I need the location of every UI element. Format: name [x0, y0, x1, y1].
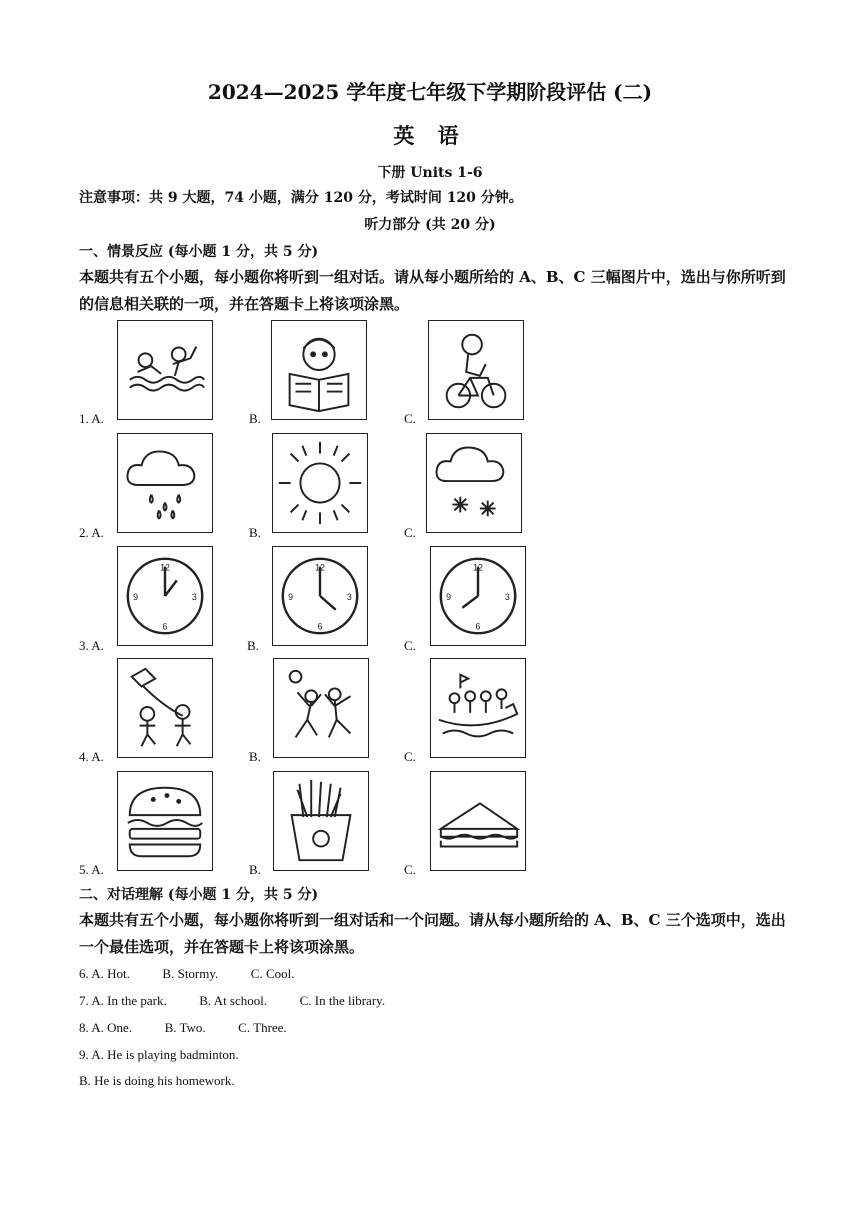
question-8-options: 8. A. One. B. Two. C. Three. [79, 1020, 287, 1035]
listening-heading: 听力部分 (共 20 分) [364, 217, 496, 233]
svg-text:12: 12 [315, 562, 325, 573]
q3-label-c: C. [404, 638, 416, 653]
svg-text:6: 6 [317, 621, 323, 632]
q3-label-a: 3. A. [79, 638, 104, 653]
svg-text:3: 3 [346, 591, 352, 602]
rain-icon [117, 433, 213, 533]
svg-text:9: 9 [446, 591, 452, 602]
q1-label-a: 1. A. [79, 411, 104, 426]
svg-text:9: 9 [288, 591, 294, 602]
svg-text:3: 3 [191, 591, 197, 602]
swimming-icon [117, 320, 213, 420]
q4-label-a: 4. A. [79, 749, 104, 764]
clock-two-icon [117, 546, 213, 646]
q4-label-c: C. [404, 749, 416, 764]
svg-text:12: 12 [160, 562, 170, 573]
svg-text:6: 6 [162, 621, 168, 632]
sun-icon [272, 433, 368, 533]
svg-text:3: 3 [504, 591, 510, 602]
q5-label-c: C. [404, 862, 416, 877]
fries-icon [273, 771, 369, 871]
dragon-boat-icon [430, 658, 526, 758]
reading-icon [271, 320, 367, 420]
q5-label-b: B. [249, 862, 261, 877]
sandwich-icon [430, 771, 526, 871]
section2-instruction: 本题共有五个小题，每小题你将听到一组对话和一个问题。请从每小题所给的 A、B、C 三个选项中，选出一个最佳选项，并在答题卡上将该项涂黑。 [79, 911, 786, 956]
notice-text: 注意事项：共 9 大题，74 小题，满分 120 分，考试时间 120 分钟。 [79, 190, 523, 206]
cycling-icon [428, 320, 524, 420]
question-9-option-b: B. He is doing his homework. [79, 1073, 235, 1088]
q1-label-c: C. [404, 411, 416, 426]
hamburger-icon [117, 771, 213, 871]
svg-text:6: 6 [475, 621, 481, 632]
subject-title: 英 语 [393, 123, 467, 148]
q2-label-a: 2. A. [79, 525, 104, 540]
q1-label-b: B. [249, 411, 261, 426]
svg-text:9: 9 [133, 591, 139, 602]
q4-label-b: B. [249, 749, 261, 764]
section2-heading: 二、对话理解 (每小题 1 分，共 5 分) [79, 887, 319, 903]
q5-label-a: 5. A. [79, 862, 104, 877]
kite-icon [117, 658, 213, 758]
clock-eight-icon [430, 546, 526, 646]
volleyball-icon [273, 658, 369, 758]
question-7-options: 7. A. In the park. B. At school. C. In the library. [79, 993, 386, 1008]
section1-heading: 一、情景反应 (每小题 1 分，共 5 分) [79, 244, 319, 260]
question-9-option-a: 9. A. He is playing badminton. [79, 1047, 239, 1062]
q3-label-b: B. [247, 638, 259, 653]
clock-four-icon [272, 546, 368, 646]
q2-label-c: C. [404, 525, 416, 540]
question-6-options: 6. A. Hot. B. Stormy. C. Cool. [79, 966, 295, 981]
snow-icon [426, 433, 522, 533]
section1-instruction: 本题共有五个小题，每小题你将听到一组对话。请从每小题所给的 A、B、C 三幅图片中，选出与你所听到的信息相关联的一项，并在答题卡上将该项涂黑。 [79, 268, 786, 313]
svg-text:12: 12 [473, 562, 483, 573]
q2-label-b: B. [249, 525, 261, 540]
exam-title: 2024—2025 学年度七年级下学期阶段评估 (二) [207, 80, 653, 104]
volume-label: 下册 Units 1-6 [377, 165, 483, 181]
